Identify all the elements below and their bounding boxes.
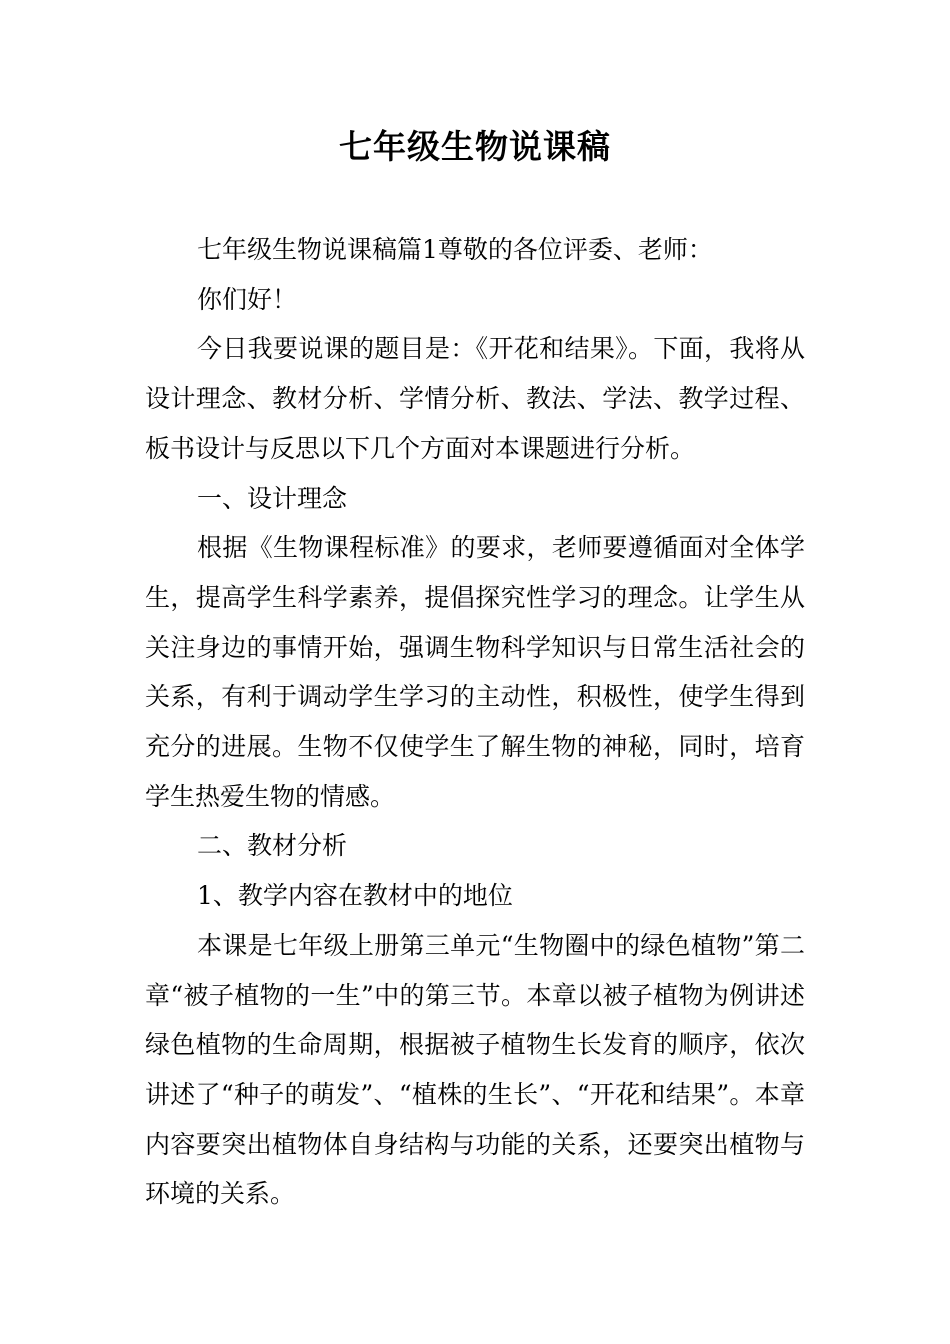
document-body [145,225,805,1219]
paragraph-design-concept: 根据《生物课程标准》的要求，老师要遵循面对全体学生，提高学生科学素养，提倡探究性学习的理念。让学生从关注身边的事情开始，强调生物科学知识与日常生活社会的关系，有利于调动学生学习的主动性，积极性，使学生得到充分的进展。生物不仅使学生了解生物的神秘，同时，培育学生热爱生物的情感。 [145,533,805,811]
document-title: 七年级生物说课稿 [339,127,611,166]
subsection-heading-position: 1、教学内容在教材中的地位 [197,881,513,911]
paragraph-hello: 你们好！ [197,284,298,314]
paragraph-intro: 今日我要说课的题目是：《开花和结果》。下面，我将从设计理念、教材分析、学情分析、教法、学法、教学过程、板书设计与反思以下几个方面对本课题进行分析。 [145,334,805,463]
section-heading-design-concept: 一、设计理念 [197,483,348,513]
section-heading-textbook-analysis: 二、教材分析 [197,831,348,861]
paragraph-greeting: 七年级生物说课稿篇1尊敬的各位评委、老师： [197,235,713,264]
paragraph-position: 本课是七年级上册第三单元“生物圈中的绿色植物”第二章“被子植物的一生”中的第三节。本章以被子植物为例讲述绿色植物的生命周期，根据被子植物生长发育的顺序，依次讲述了“种子的萌发”、“植株的生长”、“开花和结果”。本章内容要突出植物体自身结构与功能的关系，还要突出植物与环境的关系。 [145,930,805,1209]
